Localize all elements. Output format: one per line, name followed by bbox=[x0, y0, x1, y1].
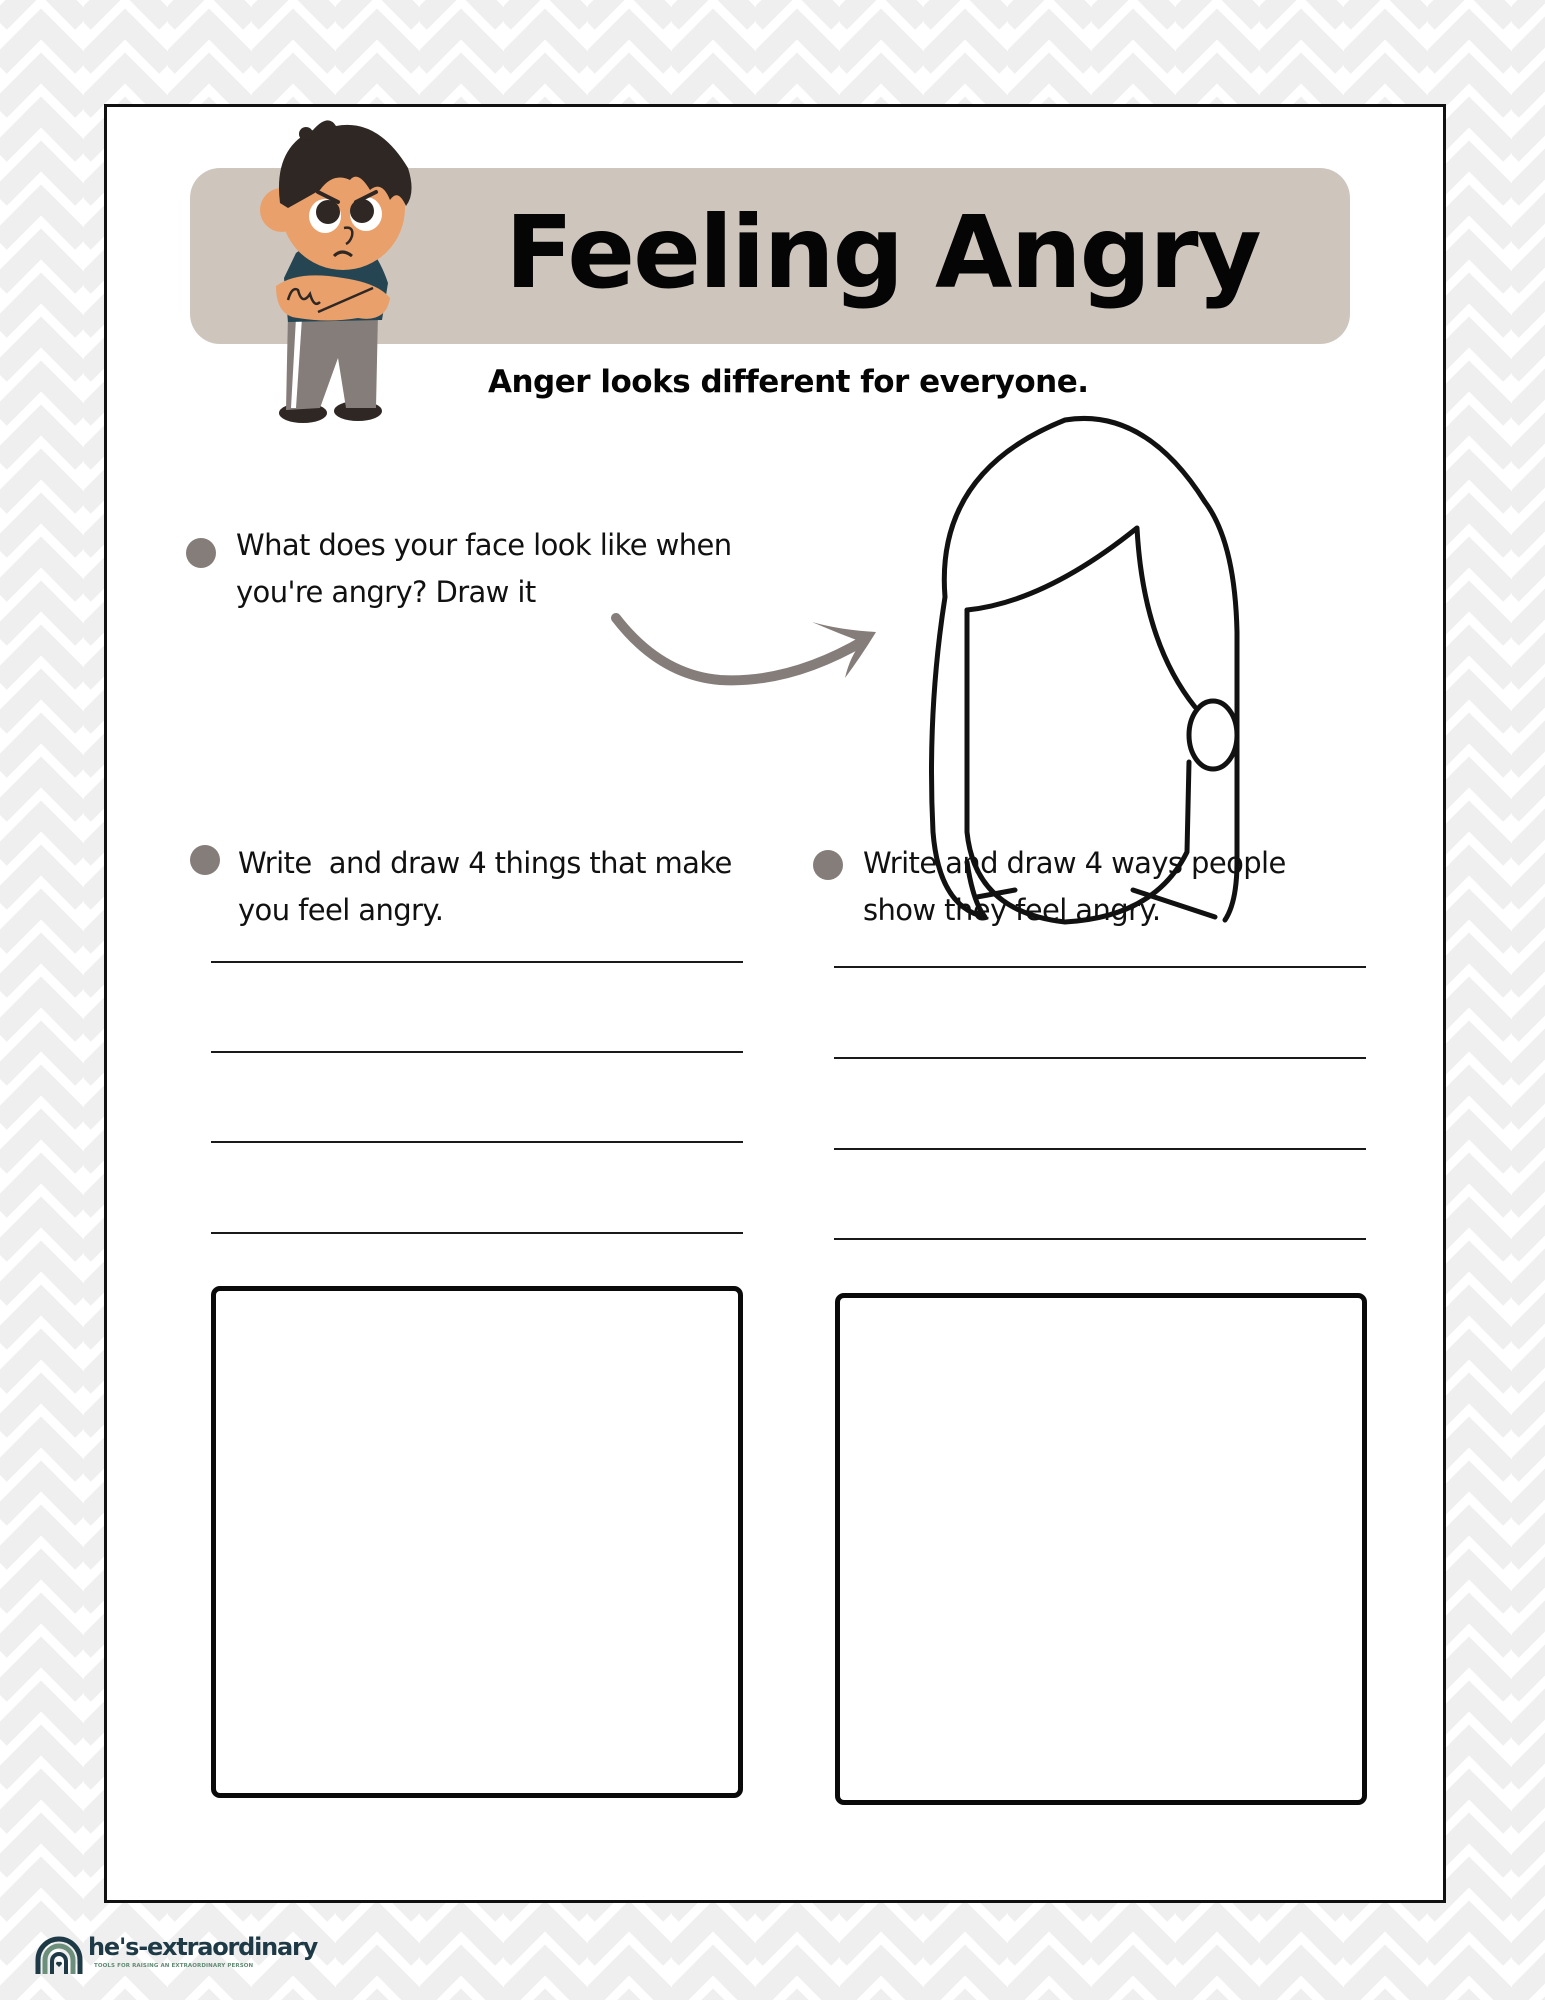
write-line-right-2[interactable] bbox=[834, 1057, 1366, 1059]
prompt-ways-line2: show they feel angry. bbox=[863, 893, 1161, 927]
curved-arrow-icon bbox=[600, 600, 900, 700]
brand-name: he's-extraordinary bbox=[88, 1933, 318, 1961]
write-line-right-1[interactable] bbox=[834, 966, 1366, 968]
write-line-left-2[interactable] bbox=[211, 1051, 743, 1053]
write-line-right-3[interactable] bbox=[834, 1148, 1366, 1150]
brand-logo bbox=[34, 1933, 318, 1980]
rainbow-heart-icon bbox=[34, 1936, 84, 1976]
prompt-face-line2: you're angry? Draw it bbox=[236, 575, 536, 609]
bullet-face-prompt bbox=[186, 538, 216, 568]
page-subtitle: Anger looks different for everyone. bbox=[488, 364, 1089, 400]
write-line-left-1[interactable] bbox=[211, 961, 743, 963]
bullet-things-prompt bbox=[190, 845, 220, 875]
brand-tagline: TOOLS FOR RAISING AN EXTRAORDINARY PERSON bbox=[94, 1963, 254, 1969]
prompt-things bbox=[238, 840, 732, 934]
angry-boy-arms-crossed-icon bbox=[258, 108, 448, 428]
prompt-ways bbox=[863, 840, 1286, 934]
prompt-things-line2: you feel angry. bbox=[238, 893, 444, 927]
prompt-ways-line1: Write and draw 4 ways people bbox=[863, 846, 1286, 880]
prompt-face-line1: What does your face look like when bbox=[236, 528, 732, 562]
write-line-left-3[interactable] bbox=[211, 1141, 743, 1143]
write-line-left-4[interactable] bbox=[211, 1232, 743, 1234]
bullet-ways-prompt bbox=[813, 850, 843, 880]
drawing-box-ways[interactable] bbox=[835, 1293, 1367, 1805]
write-line-right-4[interactable] bbox=[834, 1238, 1366, 1240]
drawing-box-things[interactable] bbox=[211, 1286, 743, 1798]
prompt-things-line1: Write and draw 4 things that make bbox=[238, 846, 732, 880]
page-title: Feeling Angry bbox=[505, 194, 1260, 311]
